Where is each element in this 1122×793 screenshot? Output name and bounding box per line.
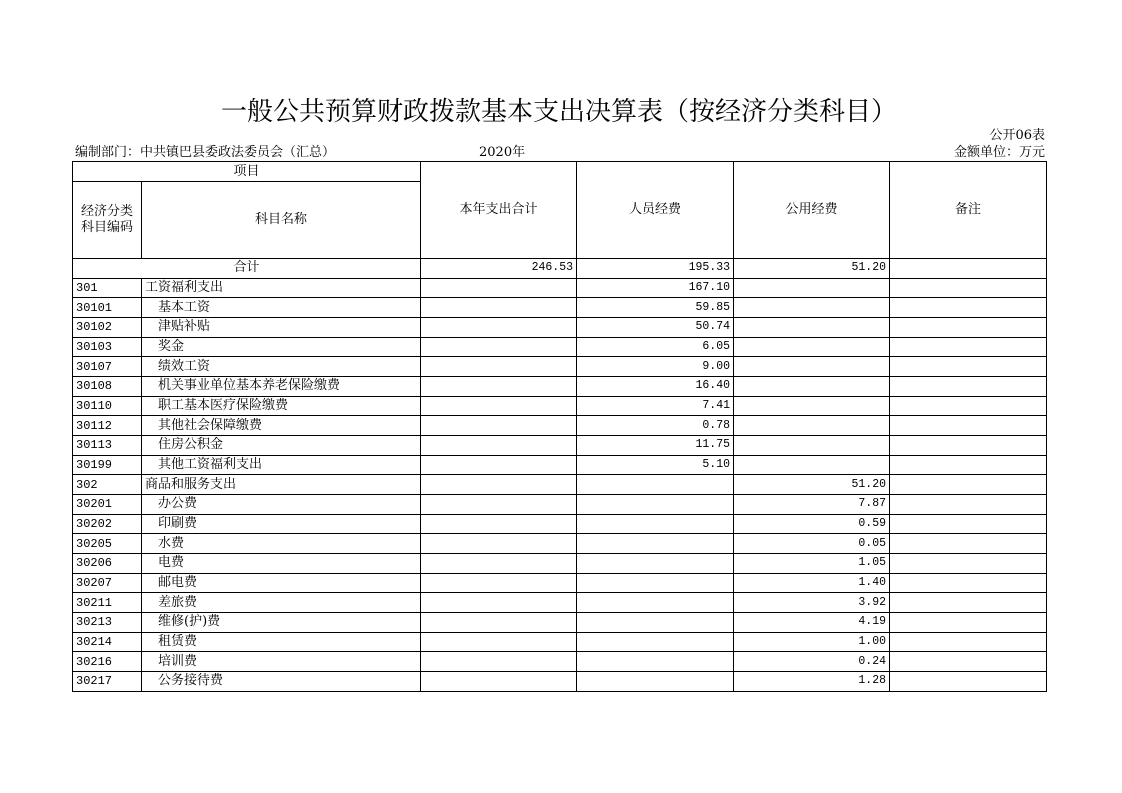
table-row-302 [73,475,1047,495]
table-row-30101 [73,298,1047,318]
code-cell: 30201 [73,495,142,515]
personnel-cell [577,672,734,692]
public-cell: 3.92 [734,593,890,613]
table-row-30113 [73,436,1047,456]
name-cell: 津贴补贴 [142,318,421,338]
total-cell [421,318,577,338]
budget-table [72,161,1047,692]
name-cell: 电费 [142,554,421,574]
unit-label: 金额单位：万元 [953,145,1045,160]
code-cell: 30217 [73,672,142,692]
name-cell: 奖金 [142,337,421,357]
name-cell: 租赁费 [142,632,421,652]
summary-note [890,259,1047,279]
name-cell: 邮电费 [142,573,421,593]
note-cell [890,593,1047,613]
personnel-cell [577,613,734,633]
total-cell [421,357,577,377]
code-cell: 30206 [73,554,142,574]
table-row-30217 [73,672,1047,692]
total-cell [421,278,577,298]
personnel-cell [577,632,734,652]
table-row-30202 [73,514,1047,534]
table-row-30207 [73,573,1047,593]
total-cell [421,554,577,574]
name-cell: 其他工资福利支出 [142,455,421,475]
code-cell: 30102 [73,318,142,338]
total-cell [421,298,577,318]
public-cell: 1.40 [734,573,890,593]
name-cell: 基本工资 [142,298,421,318]
table-row-30199 [73,455,1047,475]
summary-label: 合计 [73,259,421,279]
personnel-cell [577,652,734,672]
name-cell: 工资福利支出 [142,278,421,298]
public-cell [734,455,890,475]
table-row-30206 [73,554,1047,574]
code-cell: 30202 [73,514,142,534]
personnel-cell [577,554,734,574]
personnel-cell [577,534,734,554]
note-cell [890,672,1047,692]
personnel-cell: 59.85 [577,298,734,318]
table-row-30211 [73,593,1047,613]
name-cell: 绩效工资 [142,357,421,377]
header-code-line1: 经济分类 [80,204,133,219]
summary-total: 246.53 [421,259,577,279]
note-cell [890,475,1047,495]
personnel-cell: 7.41 [577,396,734,416]
table-row-30213 [73,613,1047,633]
code-cell: 30205 [73,534,142,554]
total-cell [421,436,577,456]
code-cell: 30107 [73,357,142,377]
header-project: 项目 [73,162,421,182]
table-row-30110 [73,396,1047,416]
note-cell [890,495,1047,515]
name-cell: 公务接待费 [142,672,421,692]
header-code-line2: 科目编码 [80,220,133,235]
name-cell: 职工基本医疗保险缴费 [142,396,421,416]
public-cell: 7.87 [734,495,890,515]
page-title: 一般公共预算财政拨款基本支出决算表（按经济分类科目） [220,97,897,127]
note-cell [890,318,1047,338]
header-name: 科目名称 [142,182,421,259]
code-cell: 301 [73,278,142,298]
personnel-cell: 167.10 [577,278,734,298]
table-row-30201 [73,495,1047,515]
public-cell: 1.05 [734,554,890,574]
summary-personnel: 195.33 [577,259,734,279]
total-cell [421,632,577,652]
table-row-30205 [73,534,1047,554]
public-cell [734,357,890,377]
note-cell [890,613,1047,633]
code-cell: 30207 [73,573,142,593]
table-number: 公开06表 [989,128,1045,143]
public-cell: 1.28 [734,672,890,692]
note-cell [890,377,1047,397]
public-cell: 4.19 [734,613,890,633]
total-cell [421,475,577,495]
code-cell: 30101 [73,298,142,318]
code-cell: 30214 [73,632,142,652]
name-cell: 维修(护)费 [142,613,421,633]
public-cell [734,396,890,416]
personnel-cell [577,573,734,593]
personnel-cell: 11.75 [577,436,734,456]
name-cell: 培训费 [142,652,421,672]
header-row-1 [73,162,1047,182]
public-cell: 1.00 [734,632,890,652]
code-cell: 30112 [73,416,142,436]
name-cell: 住房公积金 [142,436,421,456]
note-cell [890,632,1047,652]
code-cell: 30213 [73,613,142,633]
public-cell [734,416,890,436]
note-cell [890,436,1047,456]
note-cell [890,514,1047,534]
code-cell: 30103 [73,337,142,357]
personnel-cell: 50.74 [577,318,734,338]
total-cell [421,495,577,515]
table-row-30112 [73,416,1047,436]
table-row-30216 [73,652,1047,672]
personnel-cell [577,514,734,534]
name-cell: 差旅费 [142,593,421,613]
year-label: 2020年 [479,145,526,160]
code-cell: 30199 [73,455,142,475]
total-cell [421,652,577,672]
total-cell [421,396,577,416]
total-cell [421,613,577,633]
name-cell: 印刷费 [142,514,421,534]
total-cell [421,337,577,357]
total-cell [421,672,577,692]
note-cell [890,573,1047,593]
header-note: 备注 [890,162,1047,259]
total-cell [421,514,577,534]
public-cell [734,436,890,456]
public-cell: 0.24 [734,652,890,672]
note-cell [890,337,1047,357]
code-cell: 30216 [73,652,142,672]
public-cell [734,377,890,397]
note-cell [890,298,1047,318]
note-cell [890,455,1047,475]
name-cell: 其他社会保障缴费 [142,416,421,436]
table-row-30102 [73,318,1047,338]
name-cell: 水费 [142,534,421,554]
header-public: 公用经费 [734,162,890,259]
name-cell: 办公费 [142,495,421,515]
personnel-cell: 0.78 [577,416,734,436]
department-label: 编制部门：中共镇巴县委政法委员会（汇总） [75,145,336,160]
personnel-cell [577,593,734,613]
total-cell [421,377,577,397]
personnel-cell [577,475,734,495]
note-cell [890,554,1047,574]
public-cell [734,278,890,298]
code-cell: 30108 [73,377,142,397]
table-row-30108 [73,377,1047,397]
table-row-30107 [73,357,1047,377]
table-row-30103 [73,337,1047,357]
note-cell [890,652,1047,672]
code-cell: 30110 [73,396,142,416]
summary-public: 51.20 [734,259,890,279]
header-code [73,182,142,259]
name-cell: 机关事业单位基本养老保险缴费 [142,377,421,397]
note-cell [890,534,1047,554]
total-cell [421,455,577,475]
code-cell: 30113 [73,436,142,456]
name-cell: 商品和服务支出 [142,475,421,495]
personnel-cell: 6.05 [577,337,734,357]
note-cell [890,396,1047,416]
personnel-cell: 16.40 [577,377,734,397]
table-row-30214 [73,632,1047,652]
public-cell: 0.05 [734,534,890,554]
header-personnel: 人员经费 [577,162,734,259]
note-cell [890,416,1047,436]
summary-row [73,259,1047,279]
personnel-cell: 9.00 [577,357,734,377]
header-total: 本年支出合计 [421,162,577,259]
total-cell [421,416,577,436]
public-cell: 51.20 [734,475,890,495]
total-cell [421,573,577,593]
personnel-cell: 5.10 [577,455,734,475]
personnel-cell [577,495,734,515]
code-cell: 302 [73,475,142,495]
code-cell: 30211 [73,593,142,613]
public-cell [734,298,890,318]
table-row-301 [73,278,1047,298]
public-cell [734,318,890,338]
public-cell [734,337,890,357]
public-cell: 0.59 [734,514,890,534]
note-cell [890,278,1047,298]
total-cell [421,534,577,554]
note-cell [890,357,1047,377]
total-cell [421,593,577,613]
